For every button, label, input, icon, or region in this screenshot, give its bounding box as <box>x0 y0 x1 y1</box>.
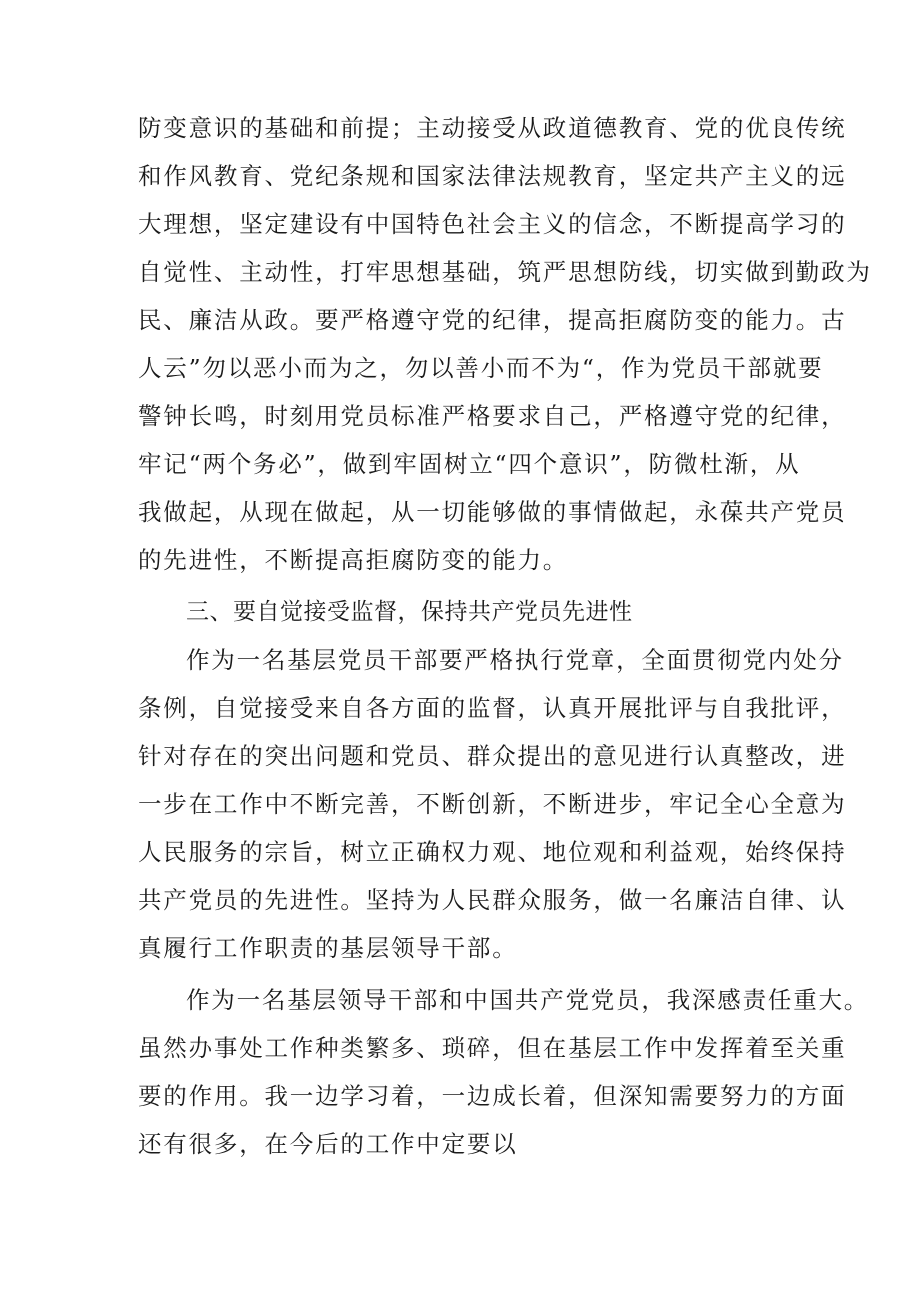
para2-line-3: 针对存在的突出问题和党员、群众提出的意见进行认真整改，进 <box>138 742 847 770</box>
para1-line-1: 防变意识的基础和前提；主动接受从政道德教育、党的优良传统 <box>138 114 847 142</box>
para1-line-9: 我做起，从现在做起，从一切能够做的事情做起，永葆共产党员 <box>138 498 847 526</box>
para3-line-4: 还有很多，在今后的工作中定要以 <box>138 1130 518 1158</box>
para1-line-7: 警钟长鸣，时刻用党员标准严格要求自己，严格遵守党的纪律， <box>138 402 847 430</box>
para1-line-5: 民、廉洁从政。要严格遵守党的纪律，提高拒腐防变的能力。古 <box>138 306 847 334</box>
para2-line-7: 真履行工作职责的基层领导干部。 <box>138 934 518 962</box>
para2-line-1: 作为一名基层党员干部要严格执行党章，全面贯彻党内处分 <box>186 646 844 674</box>
para1-line-8: 牢记“两个务必”，做到牢固树立“四个意识”，防微杜渐，从 <box>138 450 801 478</box>
para2-line-2: 条例，自觉接受来自各方面的监督，认真开展批评与自我批评， <box>138 694 847 722</box>
para3-line-1: 作为一名基层领导干部和中国共产党党员，我深感责任重大。 <box>186 986 870 1014</box>
para3-line-2: 虽然办事处工作种类繁多、琐碎，但在基层工作中发挥着至关重 <box>138 1034 847 1062</box>
para1-line-10: 的先进性，不断提高拒腐防变的能力。 <box>138 546 569 574</box>
para1-line-2: 和作风教育、党纪条规和国家法律法规教育，坚定共产主义的远 <box>138 162 847 190</box>
para2-line-4: 一步在工作中不断完善，不断创新，不断进步，牢记全心全意为 <box>138 790 847 818</box>
section-heading: 三、要自觉接受监督，保持共产党员先进性 <box>186 599 633 625</box>
para1-line-6: 人云”勿以恶小而为之，勿以善小而不为“，作为党员干部就要 <box>138 354 824 382</box>
para1-line-4: 自觉性、主动性，打牢思想基础，筑严思想防线，切实做到勤政为 <box>138 258 872 286</box>
para2-line-6: 共产党员的先进性。坚持为人民群众服务，做一名廉洁自律、认 <box>138 886 847 914</box>
para3-line-3: 要的作用。我一边学习着，一边成长着，但深知需要努力的方面 <box>138 1082 847 1110</box>
para1-line-3: 大理想，坚定建设有中国特色社会主义的信念，不断提高学习的 <box>138 210 847 238</box>
para2-line-5: 人民服务的宗旨，树立正确权力观、地位观和利益观，始终保持 <box>138 838 847 866</box>
